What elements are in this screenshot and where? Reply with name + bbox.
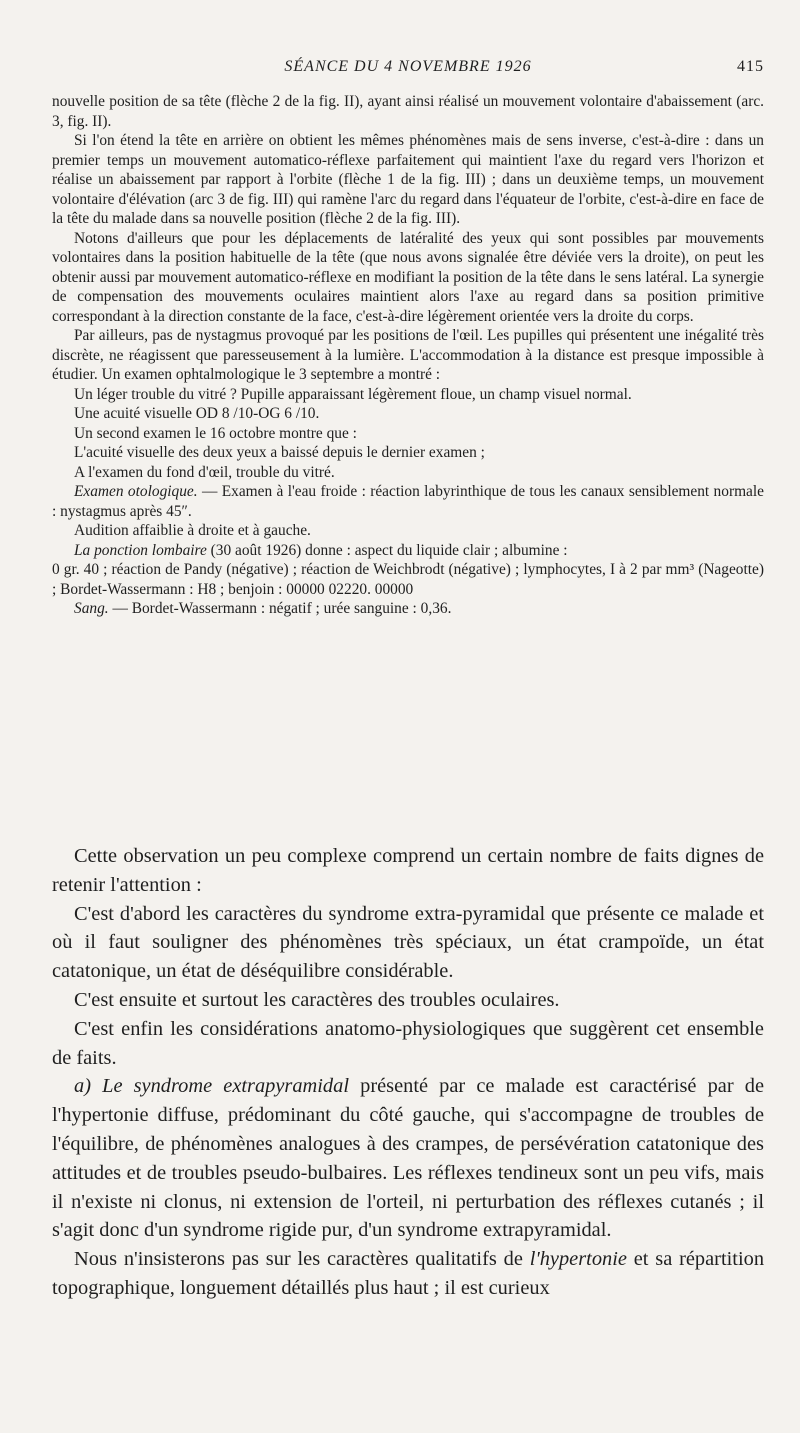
paragraph: Par ailleurs, pas de nystagmus provoqué par les positions de l'œil. Les pupilles qui présentent une inégalité très discrète, ne réagissent que paresseusement à la lumière. L'accommodation à la distance est presque impossible à étudier. Un examen ophtalmologique le 3 septembre a montré : [52, 327, 764, 383]
paragraph: Une acuité visuelle OD 8 /10-OG 6 /10. [74, 405, 320, 422]
otology-text: — Examen à l'eau froide : réaction labyrinthique de tous les canaux sensiblement normale : nystagmus après 45″. [52, 483, 764, 520]
paragraph: L'acuité visuelle des deux yeux a baissé depuis le dernier examen ; [74, 444, 485, 461]
paragraph: Un léger trouble du vitré ? Pupille apparaissant légèrement floue, un champ visuel normal. [74, 385, 632, 403]
paragraph: C'est ensuite et surtout les caractères des troubles oculaires. [74, 988, 560, 1011]
section-b-italic: l'hypertonie [529, 1248, 627, 1271]
running-header [52, 58, 764, 84]
section-a-paragraph [52, 1072, 764, 1245]
section-a-text: présenté par ce malade est caractérisé par de l'hypertonie diffuse, prédominant du côté gauche, qui s'accompagne de troubles de l'équilibre, de phénomènes analogues à des crampes, de persévération catatonique des attitudes et de troubles pseudo-bulbaires. Les réflexes tendineux sont un peu vifs, mais il n'existe ni clonus, ni extension de l'orteil, ni perturbation des réflexes cutanés ; il s'agit donc d'un syndrome rigide pur, d'un syndrome extrapyramidal. [52, 1075, 764, 1242]
paragraph: Un second examen le 16 octobre montre que : [74, 424, 357, 442]
lumbar-paragraph [52, 541, 764, 561]
section-b-before: Nous n'insisterons pas sur les caractères qualitatifs de [74, 1248, 530, 1271]
paragraph: C'est d'abord les caractères du syndrome extra-pyramidal que présente ce malade et où il faut souligner des phénomènes très spéciaux, un état crampoïde, un état catatonique, un état de déséquilibre considérable. [52, 902, 764, 983]
section-b-paragraph [52, 1245, 765, 1299]
paragraph: Si l'on étend la tête en arrière on obtient les mêmes phénomènes mais de sens inverse, c'est-à-dire : dans un premier temps un mouvement automatico-réflexe parfaitement qui maintient l'axe du regard vers l'horizon et réalise un abaissement par rapport à l'orbite (flèche 1 de la fig. III) ; dans un deuxième temps, un mouvement volontaire d'élévation (arc 3 de fig. III) qui ramène l'arc du regard dans l'équateur de l'orbite, c'est-à-dire en face de la tête du malade dans sa nouvelle position (flèche 2 de la fig. III). [52, 132, 764, 227]
lumbar-label: La ponction lombaire [74, 541, 207, 559]
paragraph: C'est enfin les considérations anatomo-physiologiques que suggèrent cet ensemble de faits. [52, 1017, 764, 1069]
paragraph: Audition affaiblie à droite et à gauche. [74, 522, 311, 539]
paragraph: A l'examen du fond d'œil, trouble du vitré. [74, 463, 335, 481]
paragraph: 0 gr. 40 ; réaction de Pandy (négative) ; réaction de Weichbrodt (négative) ; lymphocytes, I à 2 par mm³ (Nageotte) ; Bordet-Wassermann : H8 ; benjoin : 00000 02220. 00000 [52, 561, 764, 598]
paragraph: Notons d'ailleurs que pour les déplacements de latéralité des yeux qui sont possibles par mouvements volontaires dans la position habituelle de la tête (que nous avons signalée être déviée vers la droite), on peut les obtenir aussi par mouvement automatico-réflexe en modifiant la position de la tête dans le sens latéral. La synergie de compensation des mouvements oculaires maintient alors l'axe au regard dans sa position primitive correspondant à la direction constante de la face, c'est-à-dire légèrement orientée vers la droite du corps. [52, 229, 764, 325]
paragraph: Cette observation un peu complexe comprend un certain nombre de faits dignes de retenir l'attention : [52, 845, 764, 896]
discussion-text [52, 842, 765, 1299]
section-a-label: a) Le syndrome extrapyramidal [74, 1075, 349, 1098]
header-title: SÉANCE DU 4 NOVEMBRE 1926 [284, 58, 532, 75]
lumbar-text: (30 août 1926) donne : aspect du liquide clair ; albumine : [206, 541, 568, 559]
blood-paragraph [52, 599, 764, 619]
section-b-after: et sa répartition topographique, longuement détaillés plus haut ; il est curieux [52, 1248, 765, 1299]
blood-label: Sang. [74, 600, 109, 617]
blood-text: — Bordet-Wassermann : négatif ; urée sanguine : 0,36. [108, 600, 452, 617]
page-number: 415 [737, 58, 764, 75]
observation-notes [52, 92, 764, 619]
paragraph: nouvelle position de sa tête (flèche 2 de la fig. II), ayant ainsi réalisé un mouvement volontaire d'abaissement (arc. 3, fig. II). [52, 93, 764, 130]
otology-paragraph [52, 482, 764, 521]
otology-label: Examen otologique. [74, 483, 198, 500]
